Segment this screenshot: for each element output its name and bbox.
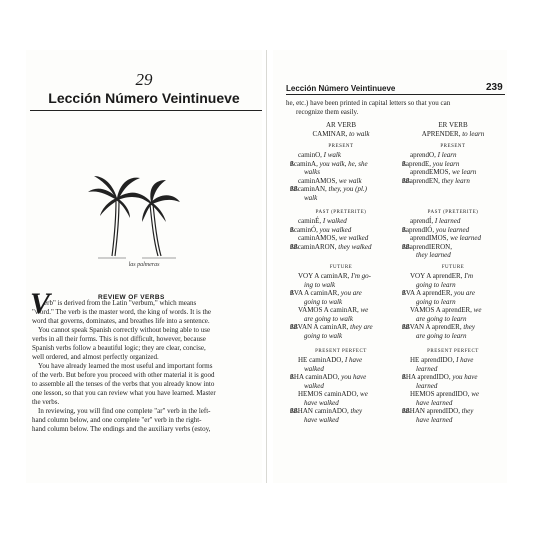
english-gloss: have walked: [304, 415, 339, 424]
ar-conjugation-line: [304, 282, 335, 289]
english-gloss: we: [360, 390, 368, 398]
er-conjugation-line: [402, 244, 452, 251]
english-gloss: you have: [341, 373, 367, 381]
person-icon: ß: [402, 373, 406, 381]
ar-conjugation-line: [290, 161, 368, 168]
paragraph-line: verbs in all their forms. This is not difficult, however, because: [32, 335, 206, 343]
er-conjugation-line: [416, 252, 451, 259]
intro-line: recognize them easily.: [296, 108, 359, 116]
english-gloss: walks: [304, 168, 320, 176]
english-gloss: have walked: [304, 398, 339, 407]
english-gloss: they: [461, 407, 474, 415]
er-conjugation-line: [402, 161, 459, 168]
verb-form: aprendIERON,: [409, 242, 452, 251]
english-gloss: we learned: [450, 234, 481, 242]
english-gloss: going to learn: [416, 280, 456, 289]
plural-person-icon: ßß: [402, 242, 410, 251]
er-conjugation-line: [416, 417, 452, 424]
english-gloss: we: [360, 306, 369, 314]
verb-form: VA A caminAR,: [293, 289, 341, 297]
er-conjugation-line: [410, 357, 473, 364]
verb-form: HE aprendIDO,: [410, 356, 457, 364]
paragraph-line: to assemble all the tenses of the verbs that you already know into: [32, 380, 215, 388]
plural-person-icon: ßß: [402, 323, 410, 331]
er-conjugation-line: [416, 316, 467, 323]
ar-conjugation-line: [290, 186, 367, 193]
drop-cap: V: [30, 287, 51, 320]
english-gloss: they, you (pl.): [328, 185, 368, 193]
paragraph-line: well ordered, and almost perfectly organized.: [32, 353, 159, 361]
english-gloss: are going to learn: [416, 331, 467, 340]
ar-conjugation-line: [290, 227, 351, 234]
er-conjugation-line: [402, 227, 469, 234]
er-conjugation-line: [416, 299, 456, 306]
er-conjugation-line: [410, 391, 479, 398]
er-conjugation-line: [402, 324, 475, 331]
verb-form: caminAMOS,: [298, 234, 339, 242]
english-gloss: going to learn: [416, 297, 456, 306]
person-icon: ß: [402, 225, 406, 234]
paragraph-line: erb" is derived from the Latin "verbum," which means: [44, 299, 197, 307]
verb-form: VAMOS A caminAR,: [298, 306, 361, 314]
er-infinitive: APRENDER,: [421, 130, 461, 138]
verb-form: VAN A aprendER,: [409, 323, 464, 331]
ar-conjugation-line: [304, 400, 339, 407]
chapter-number: 29: [135, 70, 153, 89]
english-gloss: I learn: [437, 151, 457, 159]
paragraph-line: hand column below, and one complete "er" verb in the right-: [32, 416, 202, 424]
person-icon: ß: [290, 159, 294, 168]
tense-label: PRESENT PERFECT: [315, 349, 367, 354]
plural-person-icon: ßß: [290, 185, 298, 193]
verb-form: VA A aprendER,: [405, 289, 455, 297]
english-gloss: we: [471, 390, 480, 398]
verb-form: VOY A caminAR,: [298, 272, 352, 280]
verb-form: aprendÍ,: [410, 217, 435, 225]
er-infinitive-gloss: to learn: [462, 130, 485, 138]
verb-form: HE caminADO,: [298, 356, 345, 364]
verb-form: caminA,: [293, 159, 320, 168]
ar-conjugation-line: [290, 290, 362, 297]
er-conjugation-line: [402, 178, 470, 185]
header-rule: [286, 94, 505, 95]
paragraph-line: "word." The verb is the master word, the king of words. It is the: [32, 308, 211, 316]
tense-label: PRESENT: [440, 144, 466, 149]
plural-person-icon: ßß: [402, 407, 410, 415]
er-conjugation-line: [416, 400, 452, 407]
english-gloss: going to walk: [304, 331, 343, 340]
illustration-caption: las palmeras: [128, 262, 160, 268]
tense-label: PRESENT PERFECT: [427, 349, 479, 354]
english-gloss: I learned: [434, 217, 461, 225]
ar-conjugation-line: [304, 333, 342, 340]
paragraph-line: You have already learned the most useful and important forms: [38, 362, 213, 370]
ar-infinitive-line: [286, 131, 396, 138]
english-gloss: we walked: [338, 234, 369, 242]
er-conjugation-line: [410, 152, 456, 159]
ar-conjugation-line: [304, 366, 324, 373]
english-gloss: I'm go-: [351, 272, 371, 280]
verb-form: HAN caminADO,: [297, 407, 351, 415]
ar-conjugation-line: [290, 244, 372, 251]
paragraph-line: Spanish verbs follow a beautiful logic; they are clear, concise,: [32, 344, 206, 352]
chapter-title: Lección Número Veintinueve: [48, 90, 240, 106]
english-gloss: are going to walk: [304, 314, 353, 323]
verb-form: aprendEMOS,: [410, 168, 452, 176]
ar-conjugation-line: [298, 273, 371, 280]
person-icon: ß: [402, 289, 406, 297]
ar-infinitive-gloss: to walk: [349, 130, 370, 138]
ar-conjugation-line: [290, 408, 362, 415]
english-gloss: we: [473, 306, 482, 314]
tense-label: PAST (PRETERITE): [427, 210, 479, 215]
ar-conjugation-line: [290, 324, 373, 331]
paragraph-line: hand column below. The endings and the auxiliary verbs (estoy,: [32, 425, 211, 433]
english-gloss: they learned: [416, 251, 451, 259]
verb-form: HA aprendIDO,: [405, 373, 453, 381]
ar-conjugation-line: [304, 383, 324, 390]
ar-conjugation-line: [298, 357, 362, 364]
ar-conjugation-line: [298, 307, 368, 314]
verb-form: caminAMOS,: [298, 176, 339, 185]
english-gloss: you walked: [319, 225, 352, 234]
paragraph-line: word that governs, dominates, and breathes life into a sentence.: [32, 317, 210, 325]
er-conjugation-line: [416, 282, 456, 289]
ar-conjugation-line: [304, 299, 342, 306]
er-conjugation-line: [410, 235, 481, 242]
plural-person-icon: ßß: [290, 407, 298, 415]
paragraph-line: one lesson, so that you can review what you have learned. Master: [32, 389, 216, 397]
english-gloss: they learn: [441, 176, 470, 185]
er-conjugation-line: [410, 169, 476, 176]
english-gloss: you learned: [435, 225, 470, 234]
person-icon: ß: [290, 373, 294, 381]
tense-label: FUTURE: [441, 265, 465, 270]
ar-conjugation-line: [298, 218, 347, 225]
verb-form: aprendIMOS,: [410, 234, 451, 242]
english-gloss: you learn: [432, 159, 460, 168]
ar-conjugation-line: [298, 235, 368, 242]
er-conjugation-line: [410, 307, 481, 314]
er-conjugation-line: [416, 383, 437, 390]
paragraph-line: of the verb. But before you proceed with other material it is good: [32, 371, 215, 379]
english-gloss: learned: [416, 381, 438, 390]
tense-label: PRESENT: [328, 144, 354, 149]
ar-verb-heading: AR VERB: [325, 121, 357, 129]
ar-conjugation-line: [298, 391, 368, 398]
english-gloss: you are: [454, 289, 475, 297]
er-conjugation-line: [402, 290, 475, 297]
english-gloss: I'm: [464, 272, 474, 280]
section-heading: REVIEW OF VERBS: [98, 294, 165, 301]
verb-form: VAN A caminAR,: [297, 323, 351, 331]
running-head: Lección Número Veintinueve: [286, 84, 396, 93]
person-icon: ß: [290, 289, 294, 297]
er-conjugation-line: [402, 408, 473, 415]
verb-form: VAMOS A aprendER,: [410, 306, 474, 314]
ar-conjugation-line: [304, 195, 317, 202]
plural-person-icon: ßß: [290, 323, 298, 331]
english-gloss: they: [350, 407, 363, 415]
er-infinitive-line: [398, 131, 508, 138]
english-gloss: they walked: [338, 242, 372, 251]
verb-form: HAN aprendIDO,: [409, 407, 462, 415]
ar-conjugation-line: [304, 417, 339, 424]
verb-form: VOY A aprendER,: [410, 272, 465, 280]
tense-label: PAST (PRETERITE): [315, 210, 367, 215]
english-gloss: walk: [304, 193, 318, 202]
er-verb-heading: ER VERB: [438, 121, 468, 129]
plural-person-icon: ßß: [402, 176, 410, 185]
ar-conjugation-line: [290, 374, 366, 381]
ar-infinitive: CAMINAR,: [312, 130, 348, 138]
verb-form: caminÉ,: [298, 217, 323, 225]
er-conjugation-line: [402, 374, 477, 381]
english-gloss: walked: [304, 364, 324, 373]
english-gloss: are going to learn: [416, 314, 467, 323]
verb-form: aprendO,: [410, 151, 438, 159]
tense-label: FUTURE: [329, 265, 353, 270]
verb-form: aprendEN,: [409, 176, 442, 185]
verb-form: HEMOS aprendIDO,: [410, 390, 472, 398]
palm-trees-illustration: [86, 170, 182, 260]
verb-form: caminO,: [298, 151, 324, 159]
ar-conjugation-line: [304, 169, 320, 176]
paragraph-line: You cannot speak Spanish correctly without being able to use: [38, 326, 211, 334]
verb-form: caminÓ,: [293, 225, 320, 234]
plural-person-icon: ßß: [290, 242, 298, 251]
english-gloss: they are: [350, 323, 373, 331]
title-rule: [30, 110, 262, 111]
verb-form: caminARON,: [297, 242, 339, 251]
ar-conjugation-line: [304, 316, 353, 323]
english-gloss: going to walk: [304, 297, 343, 306]
english-gloss: have learned: [416, 398, 453, 407]
english-gloss: you have: [452, 373, 478, 381]
ar-conjugation-line: [298, 178, 362, 185]
verb-form: aprendIÓ,: [405, 225, 436, 234]
english-gloss: have learned: [416, 415, 453, 424]
er-conjugation-line: [410, 273, 473, 280]
intro-line: he, etc.) have been printed in capital letters so that you can: [286, 99, 451, 107]
english-gloss: I have: [344, 356, 363, 364]
paragraph-line: In reviewing, you will find one complete "ar" verb in the left-: [38, 407, 211, 415]
english-gloss: we learn: [452, 168, 477, 176]
english-gloss: I have: [456, 356, 474, 364]
verb-form: aprendE,: [405, 159, 433, 168]
person-icon: ß: [402, 159, 406, 168]
person-icon: ß: [290, 225, 294, 234]
book-gutter: [266, 50, 267, 483]
paragraph-line: the verbs.: [32, 398, 60, 406]
verb-form: caminAN,: [297, 185, 329, 193]
english-gloss: you walk, he, she: [319, 159, 368, 168]
english-gloss: I walk: [323, 151, 341, 159]
english-gloss: ing to walk: [304, 280, 336, 289]
english-gloss: learned: [416, 364, 438, 373]
er-conjugation-line: [416, 366, 437, 373]
verb-form: HEMOS caminADO,: [298, 390, 361, 398]
er-conjugation-line: [416, 333, 467, 340]
english-gloss: we walk: [338, 176, 362, 185]
english-gloss: I walked: [322, 217, 347, 225]
ar-conjugation-line: [298, 152, 341, 159]
er-conjugation-line: [410, 218, 460, 225]
english-gloss: they: [463, 323, 476, 331]
page-number: 239: [486, 82, 503, 93]
english-gloss: walked: [304, 381, 324, 390]
verb-form: HA caminADO,: [293, 373, 342, 381]
english-gloss: you are: [340, 289, 362, 297]
